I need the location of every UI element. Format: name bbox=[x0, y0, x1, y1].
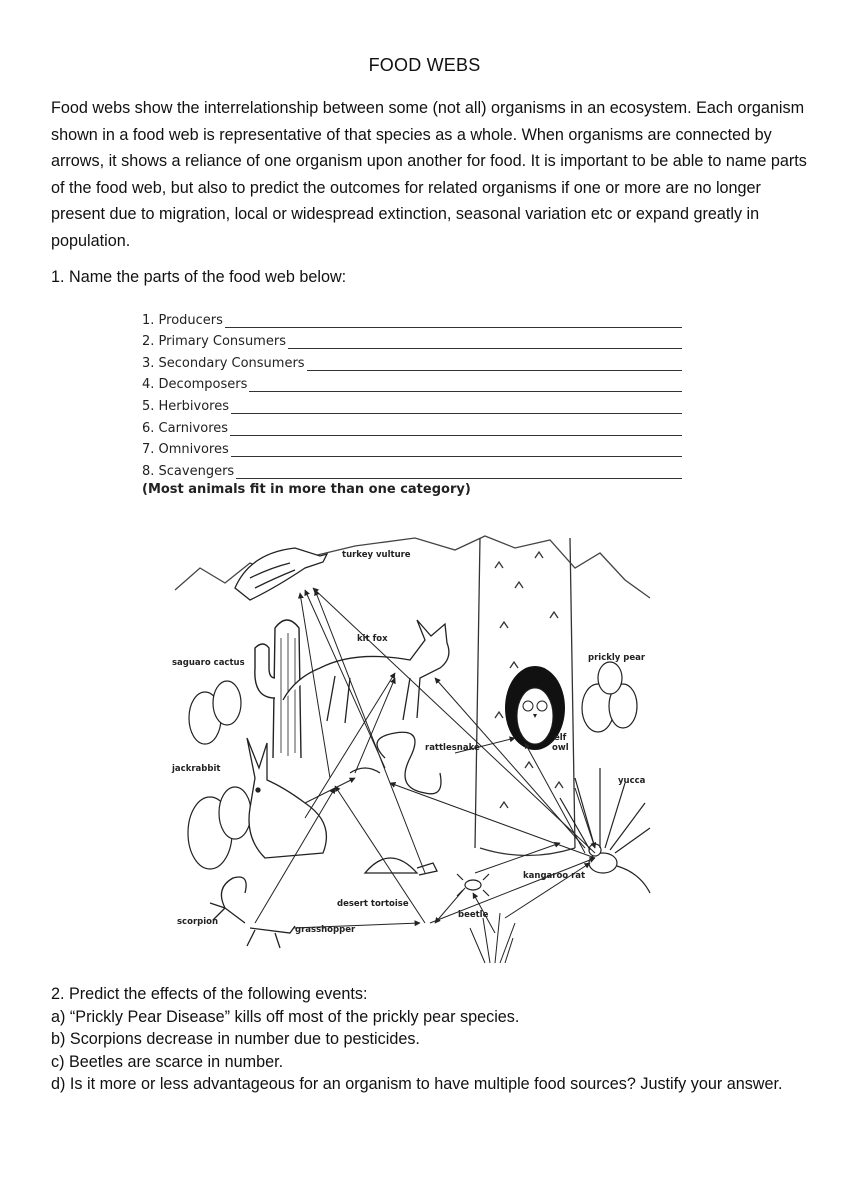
beetle-drawing bbox=[457, 874, 489, 896]
small-cactus-drawing bbox=[189, 681, 241, 744]
grass-drawing bbox=[470, 913, 515, 963]
label-saguaro-cactus: saguaro cactus bbox=[172, 658, 245, 668]
prickly-pear-left-drawing bbox=[188, 787, 251, 869]
label-grasshopper: grasshopper bbox=[295, 925, 356, 935]
intro-paragraph: Food webs show the interrelationship between some (not all) organisms in an ecosystem. Each organism shown in a food web is representative of that species as a whole. When organisms are connected by arrows, it shows a reliance of one organism upon another for food. It is important to be able to name parts of the food web, but also to predict the outcomes for related organisms if one or more are no longer present due to migration, local or widespread extinction, seasonal variation etc or expand greatly in population. bbox=[51, 99, 807, 250]
label-elf-owl-line-1: elf bbox=[554, 733, 567, 743]
question-2b: b) Scorpions decrease in number due to pesticides. bbox=[51, 1030, 420, 1049]
part-row-carnivores bbox=[142, 414, 682, 436]
answer-line[interactable] bbox=[230, 422, 682, 436]
label-jackrabbit: jackrabbit bbox=[172, 764, 221, 774]
part-label: 5. Herbivores bbox=[142, 398, 229, 414]
label-rattlesnake: rattlesnake bbox=[425, 743, 480, 753]
answer-line[interactable] bbox=[231, 443, 682, 457]
label-kit-fox: kit fox bbox=[357, 634, 388, 644]
part-label: 4. Decomposers bbox=[142, 377, 248, 393]
page-title: FOOD WEBS bbox=[368, 55, 481, 75]
part-row-secondary-consumers bbox=[142, 349, 682, 371]
part-row-producers bbox=[142, 306, 682, 328]
label-scorpion: scorpion bbox=[177, 917, 219, 927]
grasshopper-drawing bbox=[247, 926, 295, 948]
part-label: 2. Primary Consumers bbox=[142, 334, 286, 350]
prickly-pear-drawing bbox=[582, 662, 637, 732]
kangaroo-rat-drawing bbox=[589, 844, 650, 893]
question-2-heading: 2. Predict the effects of the following events: bbox=[51, 985, 368, 1003]
food-web-illustration bbox=[155, 528, 660, 968]
part-row-decomposers bbox=[142, 371, 682, 393]
answer-line[interactable] bbox=[288, 335, 682, 349]
turkey-vulture-drawing bbox=[235, 548, 327, 600]
answer-line[interactable] bbox=[231, 400, 682, 414]
question-2d: d) Is it more or less advantageous for an organism to have multiple food sources? Justify your answer. bbox=[51, 1075, 783, 1094]
label-kangaroo-rat: kangaroo rat bbox=[523, 871, 586, 881]
part-label: 1. Producers bbox=[142, 312, 223, 328]
question-2-block bbox=[51, 983, 811, 1096]
desert-tortoise-drawing bbox=[365, 858, 437, 875]
part-row-herbivores bbox=[142, 392, 682, 414]
label-desert-tortoise: desert tortoise bbox=[337, 899, 409, 909]
answer-line[interactable] bbox=[307, 357, 682, 371]
part-label: 7. Omnivores bbox=[142, 442, 229, 458]
part-row-omnivores bbox=[142, 436, 682, 458]
label-turkey-vulture: turkey vulture bbox=[342, 550, 411, 560]
question-1: 1. Name the parts of the food web below: bbox=[51, 268, 347, 286]
label-beetle: beetle bbox=[458, 910, 489, 920]
label-yucca: yucca bbox=[618, 776, 646, 786]
answer-line[interactable] bbox=[236, 465, 682, 479]
answer-line[interactable] bbox=[249, 378, 682, 392]
question-2c: c) Beetles are scarce in number. bbox=[51, 1052, 284, 1071]
part-label: 8. Scavengers bbox=[142, 463, 235, 479]
answer-line[interactable] bbox=[225, 314, 682, 328]
question-2a: a) “Prickly Pear Disease” kills off most of the prickly pear species. bbox=[51, 1007, 520, 1026]
parts-note: (Most animals fit in more than one category) bbox=[142, 481, 471, 497]
label-elf-owl-line-2: owl bbox=[552, 743, 569, 753]
label-prickly-pear: prickly pear bbox=[588, 653, 646, 663]
part-row-primary-consumers bbox=[142, 328, 682, 350]
part-row-scavengers bbox=[142, 457, 682, 479]
part-label: 6. Carnivores bbox=[142, 420, 229, 436]
food-web-parts-list bbox=[142, 306, 682, 497]
part-label: 3. Secondary Consumers bbox=[142, 355, 305, 371]
